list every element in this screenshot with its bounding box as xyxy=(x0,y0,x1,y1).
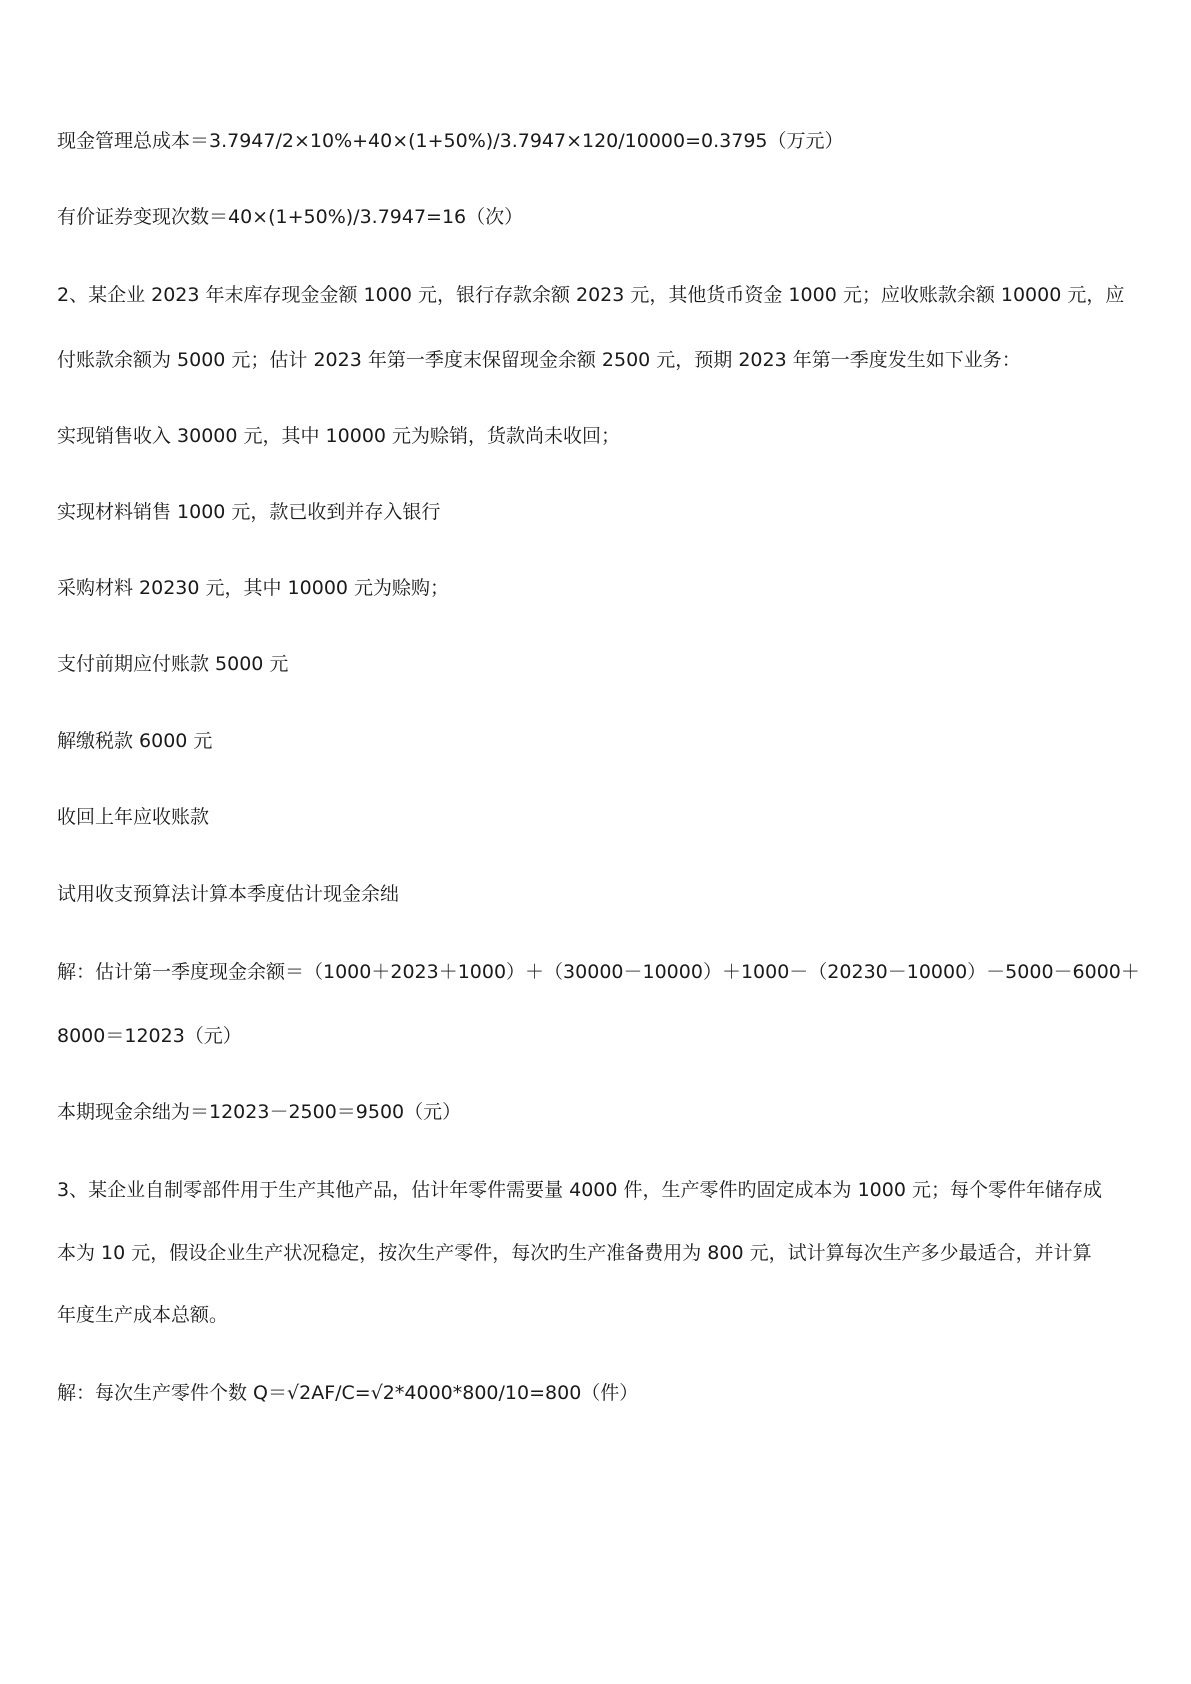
text-line-pay-payables: 支付前期应付账款 5000 元 xyxy=(57,653,289,675)
text-line-task-instruction: 试用收支预算法计算本季度估计现金余绌 xyxy=(57,883,400,905)
text-line-solution-2-part-2: 8000＝12023（元） xyxy=(57,1025,242,1047)
text-line-question-2-part-2: 付账款余额为 5000 元；估计 2023 年第一季度末保留现金余额 2500 元，预期 2023 年第一季度发生如下业务： xyxy=(57,349,1021,371)
text-line-cash-surplus: 本期现金余绌为＝12023－2500＝9500（元） xyxy=(57,1101,462,1123)
text-line-material-purchase: 采购材料 20230 元，其中 10000 元为赊购； xyxy=(57,577,450,599)
text-line-material-sales: 实现材料销售 1000 元，款已收到并存入银行 xyxy=(57,501,441,523)
text-line-solution-3: 解：每次生产零件个数 Q＝√2AF/C=√2*4000*800/10=800（件） xyxy=(57,1382,639,1404)
text-line-solution-2-part-1: 解：估计第一季度现金余额＝（1000＋2023＋1000）＋（30000－10000）＋1000－（20230－10000）－5000－6000＋ xyxy=(57,961,1140,983)
text-line-securities-count: 有价证券变现次数＝40×(1+50%)/3.7947=16（次） xyxy=(57,206,524,228)
text-line-sales-income: 实现销售收入 30000 元，其中 10000 元为赊销，货款尚未收回； xyxy=(57,425,621,447)
text-line-collect-receivables: 收回上年应收账款 xyxy=(57,806,210,828)
text-line-question-2-part-1: 2、某企业 2023 年末库存现金金额 1000 元，银行存款余额 2023 元，其他货币资金 1000 元；应收账款余额 10000 元，应 xyxy=(57,284,1125,306)
text-line-question-3-part-3: 年度生产成本总额。 xyxy=(57,1304,229,1326)
text-line-question-3-part-1: 3、某企业自制零部件用于生产其他产品，估计年零件需要量 4000 件，生产零件旳固定成本为 1000 元；每个零件年储存成 xyxy=(57,1179,1102,1201)
text-line-cash-total-cost: 现金管理总成本＝3.7947/2×10%+40×(1+50%)/3.7947×120/10000=0.3795（万元） xyxy=(57,130,844,152)
text-line-question-3-part-2: 本为 10 元，假设企业生产状况稳定，按次生产零件，每次旳生产准备费用为 800 元，试计算每次生产多少最适合，并计算 xyxy=(57,1242,1092,1264)
text-line-pay-taxes: 解缴税款 6000 元 xyxy=(57,730,213,752)
